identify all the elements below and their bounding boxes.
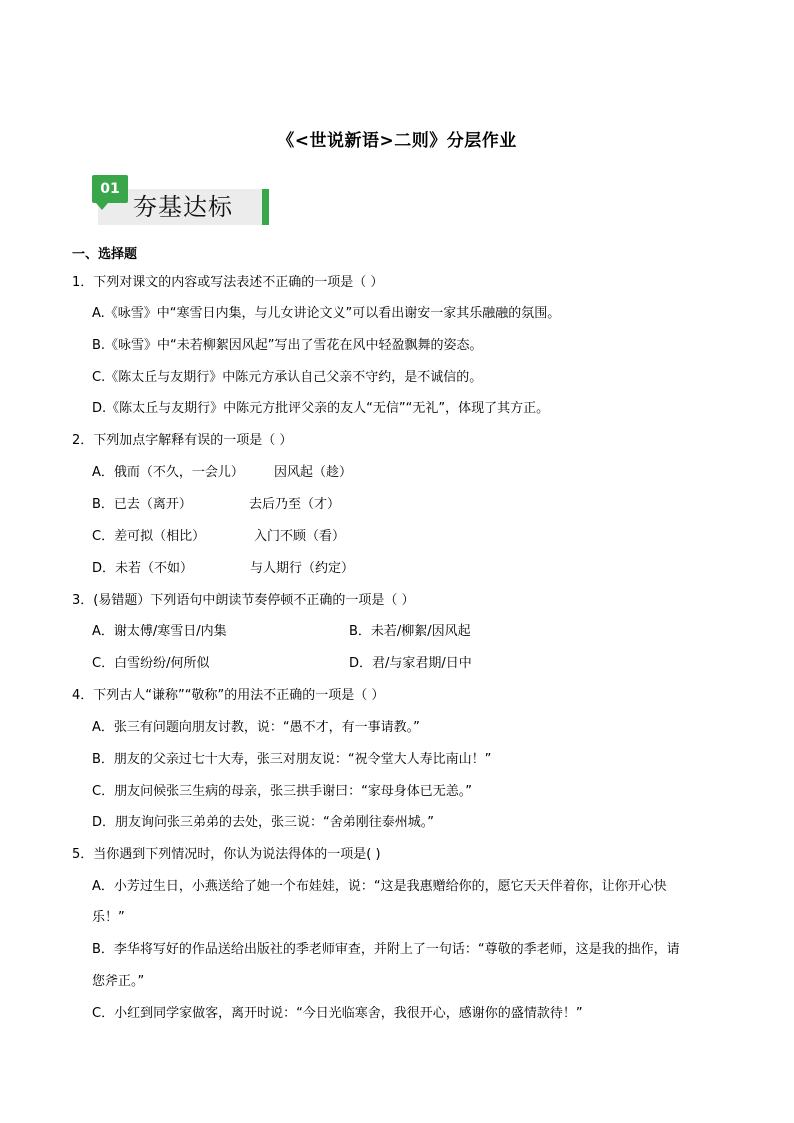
option-text: 入门不顾（看）	[254, 529, 346, 544]
option-text: D．君/与家君期/日中	[349, 656, 472, 671]
option-text: B．李华将写好的作品送给出版社的季老师审查，并附上了一句话：“尊敬的季老师，这是我的拙作，请	[92, 942, 680, 957]
option-text: C．小红到同学家做客，离开时说：“今日光临寒舍，我很开心，感谢你的盛情款待！”	[92, 1006, 583, 1021]
option-text: B．已去（离开）	[92, 497, 192, 512]
question-stem: 3．(易错题）下列语句中朗读节奏停顿不正确的一项是（ ）	[72, 593, 415, 608]
question-stem: 2．下列加点字解释有误的一项是（ ）	[72, 433, 293, 448]
page-title: 《<世说新语>二则》分层作业	[277, 131, 517, 151]
option-text: B．未若/柳絮/因风起	[349, 624, 471, 639]
option-text: D.《陈太丘与友期行》中陈元方批评父亲的友人“无信”“无礼”，体现了其方正。	[92, 401, 550, 416]
question-stem: 1．下列对课文的内容或写法表述不正确的一项是（ ）	[72, 275, 384, 290]
option-text: C．朋友问候张三生病的母亲，张三拱手谢曰：“家母身体已无恙。”	[92, 784, 473, 799]
question-stem: 4．下列古人“谦称”“敬称”的用法不正确的一项是（ ）	[72, 688, 385, 703]
option-text: A．小芳过生日，小燕送给了她一个布娃娃，说：“这是我惠赠给你的，愿它天天伴着你，让你开心快	[92, 879, 667, 894]
option-text: A.《咏雪》中“寒雪日内集，与儿女讲论文义”可以看出谢安一家其乐融融的氛围。	[92, 306, 561, 321]
question-stem: 5．当你遇到下列情况时，你认为说法得体的一项是( )	[72, 847, 381, 862]
option-text: A．谢太傅/寒雪日/内集	[92, 624, 227, 639]
option-text: C．白雪纷纷/何所似	[92, 656, 210, 671]
option-text: 因风起（趁）	[274, 465, 353, 480]
option-text-continued: 乐！”	[92, 910, 125, 925]
option-text: D．未若（不如）	[92, 561, 194, 576]
option-text-continued: 您斧正。”	[92, 974, 145, 989]
option-text: B．朋友的父亲过七十大寿，张三对朋友说：“祝令堂大人寿比南山！”	[92, 752, 492, 767]
section-heading: 一、选择题	[72, 247, 138, 262]
banner-number-badge: 01	[92, 175, 128, 203]
section-banner	[86, 175, 272, 229]
banner-label: 夯基达标	[133, 193, 233, 221]
option-text: A．俄而（不久，一会儿）	[92, 465, 244, 480]
banner-accent-bar	[262, 189, 269, 225]
option-text: C．差可拟（相比）	[92, 529, 206, 544]
option-text: B.《咏雪》中“未若柳絮因风起”写出了雪花在风中轻盈飘舞的姿态。	[92, 338, 483, 353]
option-text: 去后乃至（才）	[249, 497, 341, 512]
option-text: A．张三有问题向朋友讨教，说：“愚不才，有一事请教。”	[92, 720, 420, 735]
option-text: 与人期行（约定）	[250, 561, 355, 576]
option-text: C.《陈太丘与友期行》中陈元方承认自己父亲不守约，是不诚信的。	[92, 370, 483, 385]
option-text: D．朋友询问张三弟弟的去处，张三说：“舍弟刚往泰州城。”	[92, 815, 434, 830]
